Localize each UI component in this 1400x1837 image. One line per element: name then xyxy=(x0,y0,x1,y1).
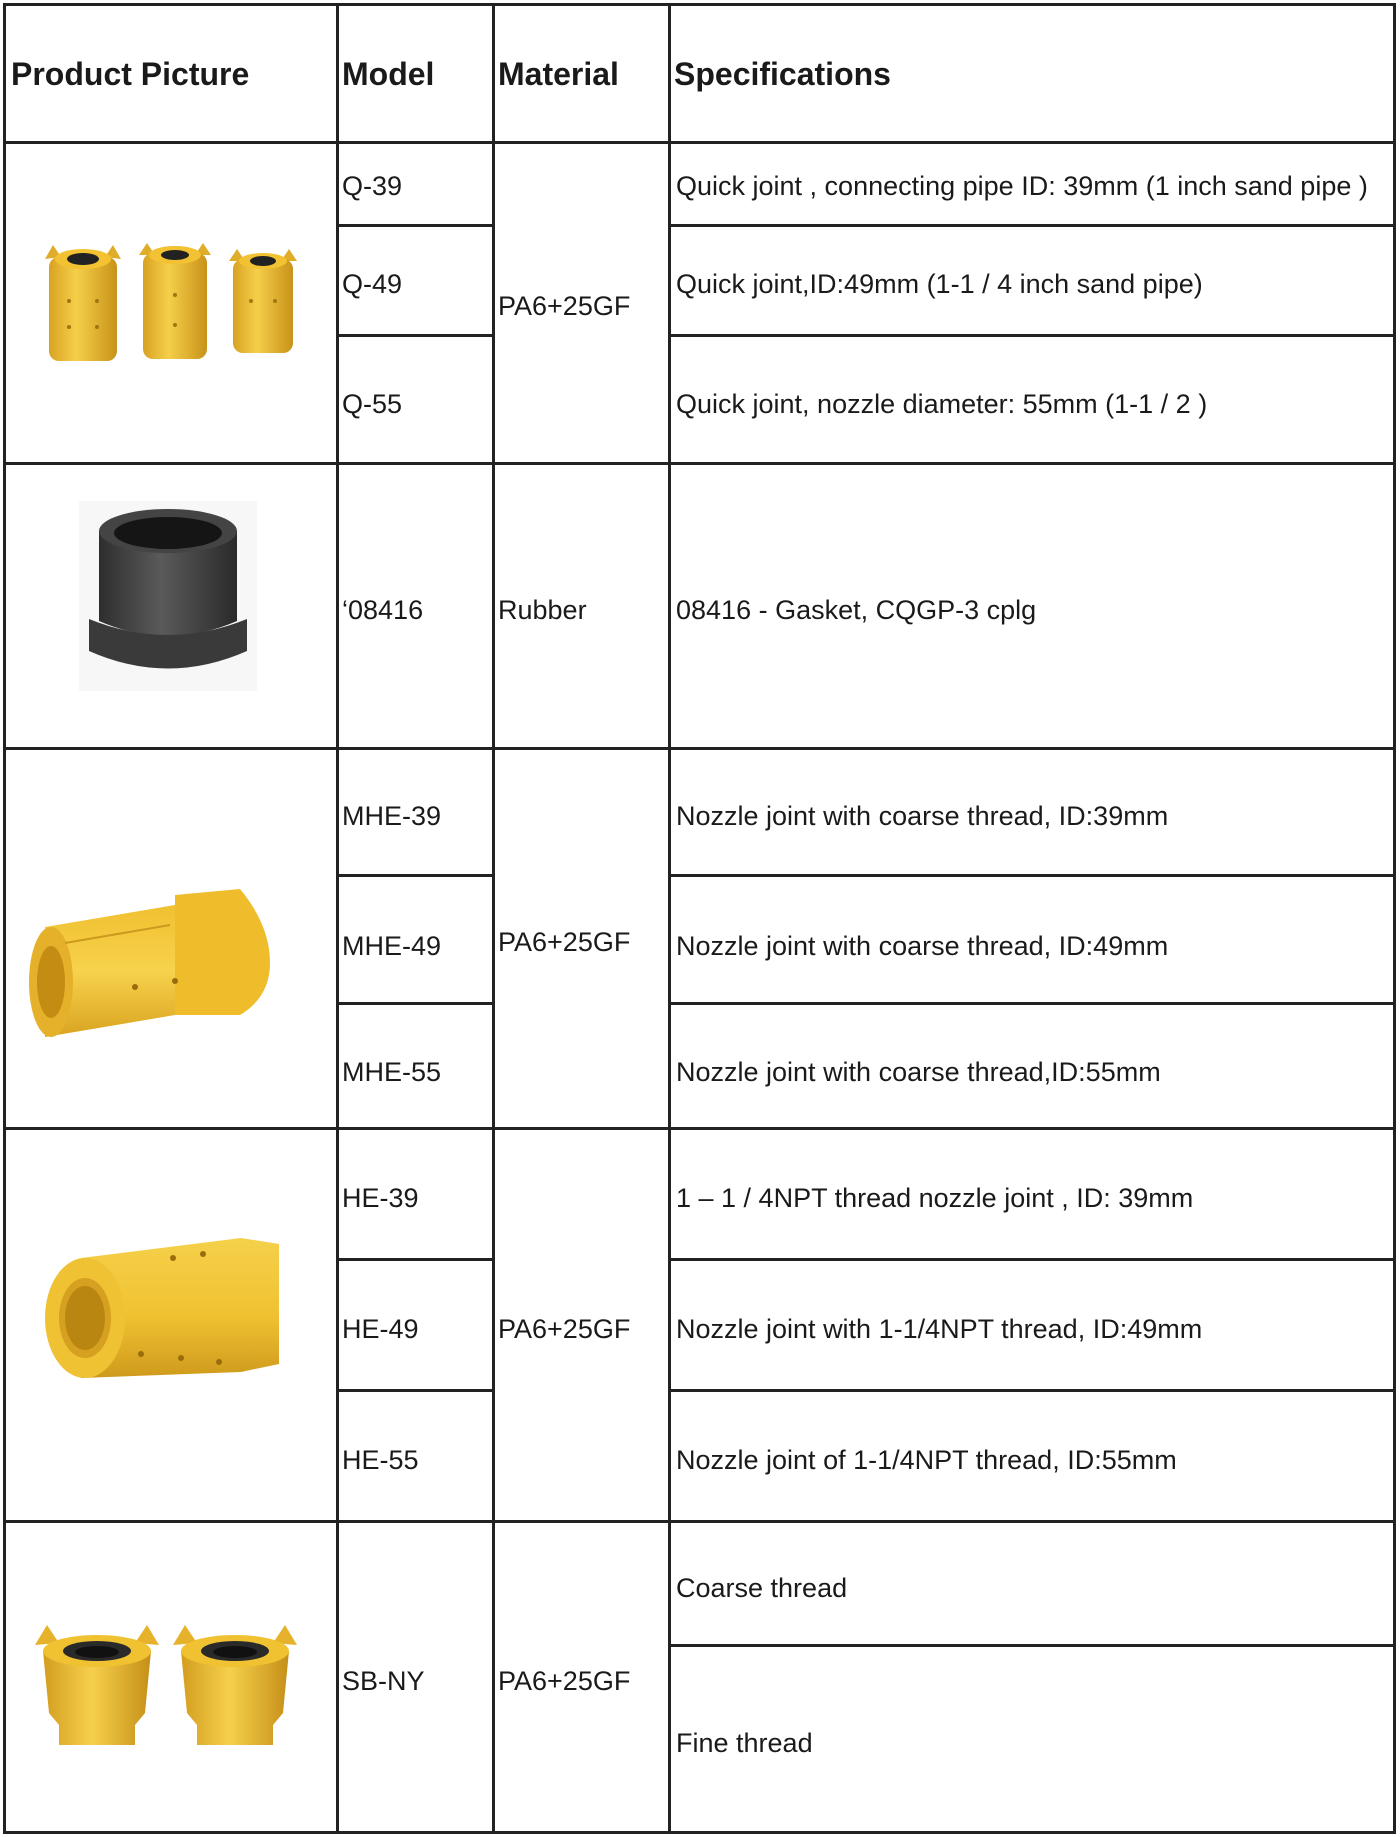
row-divider-spec xyxy=(668,1644,1396,1647)
row-divider-spec xyxy=(668,874,1396,877)
coarse-thread-nozzle-holder-image xyxy=(25,885,287,1045)
spec-q-49: Quick joint,ID:49mm (1-1 / 4 inch sand pipe) xyxy=(676,269,1203,299)
model-he-55: HE-55 xyxy=(342,1445,419,1475)
model-sb-ny: SB-NY xyxy=(342,1666,425,1696)
col-divider-picture xyxy=(336,3,339,1834)
model-q-49: Q-49 xyxy=(342,269,403,299)
sb-ny-coupling-image xyxy=(33,1621,303,1751)
row-divider-model xyxy=(336,1258,495,1261)
model-08416: ‘08416 xyxy=(342,595,424,625)
col-divider-model xyxy=(492,3,495,1834)
row-divider-model xyxy=(336,1389,495,1392)
spec-mhe-49: Nozzle joint with coarse thread, ID:49mm xyxy=(676,931,1169,961)
row-divider-spec xyxy=(668,1002,1396,1005)
row-divider-spec xyxy=(668,1258,1396,1261)
spec-he-49: Nozzle joint with 1-1/4NPT thread, ID:49mm xyxy=(676,1314,1203,1344)
quick-coupling-image xyxy=(39,235,319,375)
model-q-39: Q-39 xyxy=(342,171,403,201)
row-divider-group-3 xyxy=(3,1127,1396,1130)
table-border-bottom xyxy=(3,1831,1396,1834)
row-divider-group-1 xyxy=(3,462,1396,465)
row-divider-model xyxy=(336,874,495,877)
model-he-49: HE-49 xyxy=(342,1314,419,1344)
spec-coarse-thread: Coarse thread xyxy=(676,1573,848,1603)
model-mhe-55: MHE-55 xyxy=(342,1057,442,1087)
header-material: Material xyxy=(498,56,619,92)
spec-fine-thread: Fine thread xyxy=(676,1728,813,1758)
row-divider-group-4 xyxy=(3,1520,1396,1523)
table-border-top xyxy=(3,3,1396,6)
table-border-left xyxy=(3,3,6,1834)
col-divider-material xyxy=(668,3,671,1834)
model-q-55: Q-55 xyxy=(342,389,403,419)
header-specifications: Specifications xyxy=(674,56,891,92)
spec-q-39: Quick joint , connecting pipe ID: 39mm (1 inch sand pipe ) xyxy=(676,171,1368,201)
row-divider-model xyxy=(336,224,495,227)
model-he-39: HE-39 xyxy=(342,1183,419,1213)
rubber-gasket-image xyxy=(79,501,257,691)
material-rubber: Rubber xyxy=(498,595,587,625)
material-sb-ny: PA6+25GF xyxy=(498,1666,631,1696)
row-divider-model xyxy=(336,334,495,337)
header-model: Model xyxy=(342,56,435,92)
npt-thread-nozzle-holder-image xyxy=(41,1238,291,1386)
spec-08416: 08416 - Gasket, CQGP-3 cplg xyxy=(676,595,1037,625)
row-divider-group-2 xyxy=(3,747,1396,750)
row-divider-spec xyxy=(668,1389,1396,1392)
row-divider-model xyxy=(336,1002,495,1005)
material-he-group: PA6+25GF xyxy=(498,1314,631,1344)
row-divider-spec xyxy=(668,224,1396,227)
header-product-picture: Product Picture xyxy=(11,56,250,92)
spec-mhe-39: Nozzle joint with coarse thread, ID:39mm xyxy=(676,801,1169,831)
spec-he-39: 1 – 1 / 4NPT thread nozzle joint , ID: 39mm xyxy=(676,1183,1194,1213)
spec-he-55: Nozzle joint of 1-1/4NPT thread, ID:55mm xyxy=(676,1445,1177,1475)
material-q-group: PA6+25GF xyxy=(498,291,631,321)
table-border-right xyxy=(1393,3,1396,1834)
spec-q-55: Quick joint, nozzle diameter: 55mm (1-1 / 2 ) xyxy=(676,389,1208,419)
material-mhe-group: PA6+25GF xyxy=(498,927,631,957)
model-mhe-49: MHE-49 xyxy=(342,931,442,961)
product-table xyxy=(3,3,1396,1834)
model-mhe-39: MHE-39 xyxy=(342,801,442,831)
row-divider-header xyxy=(3,141,1396,144)
row-divider-spec xyxy=(668,334,1396,337)
spec-mhe-55: Nozzle joint with coarse thread,ID:55mm xyxy=(676,1057,1161,1087)
